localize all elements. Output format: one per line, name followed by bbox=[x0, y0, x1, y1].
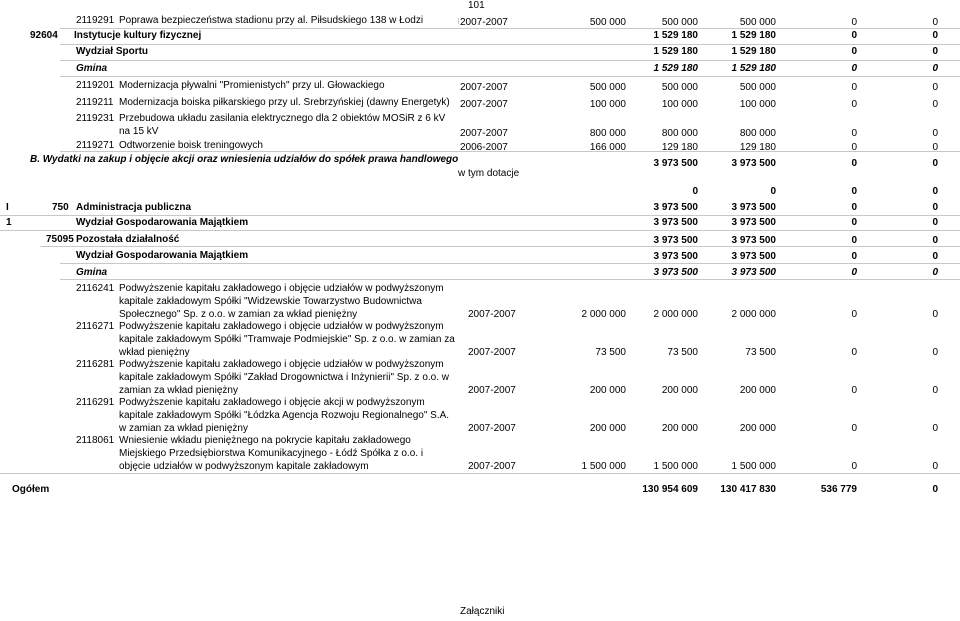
row-separator bbox=[60, 44, 960, 45]
row-value-c1: 200 000 bbox=[589, 385, 626, 396]
row-value-c1: 500 000 bbox=[589, 17, 626, 28]
row-level: I bbox=[6, 202, 9, 213]
row-value-c5: 0 bbox=[932, 251, 938, 262]
row-description: Podwyższenie kapitału zakładowego i objęcie udziałów w podwyższonym bbox=[119, 283, 444, 294]
row-value-c3: 200 000 bbox=[739, 423, 776, 434]
row-value-c4: 0 bbox=[851, 186, 857, 197]
row-value-c4: 0 bbox=[851, 217, 857, 228]
row-description: Administracja publiczna bbox=[76, 202, 192, 213]
row-value-c2: 500 000 bbox=[661, 82, 698, 93]
row-period: 2007-2007 bbox=[468, 423, 516, 434]
row-code: 2118061 bbox=[76, 435, 115, 446]
row-code: 92604 bbox=[30, 30, 58, 41]
row-code: 2119211 bbox=[76, 97, 114, 108]
row-value-c3: 500 000 bbox=[739, 82, 776, 93]
row-value-c3: 1 529 180 bbox=[731, 46, 776, 57]
page-footer: Załączniki bbox=[460, 606, 505, 617]
row-value-c4: 0 bbox=[851, 423, 857, 434]
row-value-c1: 1 500 000 bbox=[581, 461, 626, 472]
row-description: na 15 kV bbox=[119, 126, 159, 137]
row-value-c3: 3 973 500 bbox=[731, 217, 776, 228]
row-level: 1 bbox=[6, 217, 12, 228]
row-value-c4: 0 bbox=[851, 99, 857, 110]
row-description: kapitale zakładowym Spółki "Widzewskie Towarzystwo Budownictwa bbox=[119, 296, 422, 307]
row-value-c4: 0 bbox=[851, 202, 857, 213]
row-value-c4: 0 bbox=[851, 82, 857, 93]
row-value-c4: 0 bbox=[851, 128, 857, 139]
row-value-c5: 0 bbox=[932, 30, 938, 41]
row-value-c3: 0 bbox=[770, 186, 776, 197]
row-value-c4: 0 bbox=[851, 251, 857, 262]
row-value-c2: 0 bbox=[692, 186, 698, 197]
row-value-c4: 0 bbox=[851, 63, 857, 74]
row-value-c5: 0 bbox=[932, 423, 938, 434]
row-value-c3: 129 180 bbox=[739, 142, 776, 153]
row-period: 2007-2007 bbox=[460, 17, 508, 28]
row-code: 2116281 bbox=[76, 359, 115, 370]
row-value-c3: 800 000 bbox=[739, 128, 776, 139]
row-description: Podwyższenie kapitału zakładowego i objęcie udziałów w podwyższonym bbox=[119, 359, 444, 370]
row-value-c5: 0 bbox=[932, 217, 938, 228]
row-value-c3: 100 000 bbox=[739, 99, 776, 110]
row-period: 2007-2007 bbox=[460, 82, 508, 93]
row-value-c2: 3 973 500 bbox=[653, 235, 698, 246]
row-separator bbox=[0, 230, 960, 231]
row-description: Poprawa bezpieczeństwa stadionu przy al. Piłsudskiego 138 w Łodzi bbox=[119, 15, 424, 26]
section-heading: B. Wydatki na zakup i objęcie akcji oraz wniesienia udziałów do spółek prawa handlowego bbox=[30, 154, 459, 165]
row-value-c4: 0 bbox=[851, 267, 857, 278]
row-description: Modernizacja boiska piłkarskiego przy ul. Srebrzyńskiej (dawny Energetyk) bbox=[119, 97, 450, 108]
row-value-c5: 0 bbox=[932, 158, 938, 169]
row-value-c2: 200 000 bbox=[661, 385, 698, 396]
row-value-c5: 0 bbox=[932, 63, 938, 74]
row-value-c3: 73 500 bbox=[745, 347, 776, 358]
row-value-c2: 1 529 180 bbox=[653, 46, 698, 57]
row-value-c3: 1 500 000 bbox=[731, 461, 776, 472]
row-value-c2: 3 973 500 bbox=[653, 158, 698, 169]
row-description: Wydział Gospodarowania Majątkiem bbox=[76, 217, 249, 228]
row-description: Pozostała działalność bbox=[76, 234, 180, 245]
row-value-c2: 3 973 500 bbox=[653, 217, 698, 228]
row-value-c2: 3 973 500 bbox=[653, 202, 698, 213]
row-value-c3: 200 000 bbox=[739, 385, 776, 396]
grand-total-c4: 536 779 bbox=[820, 484, 857, 495]
row-period: 2006-2007 bbox=[460, 142, 508, 153]
row-value-c3: 3 973 500 bbox=[731, 235, 776, 246]
row-value-c1: 500 000 bbox=[589, 82, 626, 93]
row-code: 2119231 bbox=[76, 113, 115, 124]
row-value-c3: 3 973 500 bbox=[731, 267, 776, 278]
row-value-c5: 0 bbox=[932, 17, 938, 28]
row-description: w tym dotacje bbox=[458, 168, 520, 179]
page-number: 101 bbox=[468, 0, 485, 11]
row-description: Modernizacja pływalni "Promienistych" przy ul. Głowackiego bbox=[119, 80, 385, 91]
row-value-c4: 0 bbox=[851, 461, 857, 472]
row-period: 2007-2007 bbox=[468, 309, 516, 320]
row-value-c5: 0 bbox=[932, 99, 938, 110]
row-value-c4: 0 bbox=[851, 385, 857, 396]
row-value-c5: 0 bbox=[932, 385, 938, 396]
row-value-c2: 100 000 bbox=[661, 99, 698, 110]
row-description: zamian za wkład pieniężny bbox=[119, 385, 238, 396]
row-value-c3: 3 973 500 bbox=[731, 202, 776, 213]
row-value-c5: 0 bbox=[932, 82, 938, 93]
row-value-c1: 200 000 bbox=[589, 423, 626, 434]
row-code: 2116291 bbox=[76, 397, 115, 408]
grand-total-label: Ogółem bbox=[12, 484, 50, 495]
row-description: Gmina bbox=[76, 63, 108, 74]
row-value-c3: 3 973 500 bbox=[731, 158, 776, 169]
row-description: Podwyższenie kapitału zakładowego i objęcie akcji w podwyższonym bbox=[119, 397, 425, 408]
row-description: Miejskiego Przedsiębiorstwa Komunikacyjnego - Łódź Spółka z o.o. i bbox=[119, 448, 424, 459]
row-value-c5: 0 bbox=[932, 142, 938, 153]
row-value-c2: 2 000 000 bbox=[653, 309, 698, 320]
row-value-c3: 1 529 180 bbox=[731, 63, 776, 74]
row-code: 2119291 bbox=[76, 15, 115, 26]
row-code: 2116271 bbox=[76, 321, 115, 332]
row-code: 75095 bbox=[46, 234, 74, 245]
grand-total-c5: 0 bbox=[932, 484, 938, 495]
row-value-c1: 800 000 bbox=[589, 128, 626, 139]
row-separator bbox=[60, 60, 960, 61]
row-value-c5: 0 bbox=[932, 235, 938, 246]
row-code: 2119271 bbox=[76, 140, 115, 151]
row-value-c5: 0 bbox=[932, 128, 938, 139]
row-value-c2: 1 500 000 bbox=[653, 461, 698, 472]
row-value-c3: 1 529 180 bbox=[731, 30, 776, 41]
row-value-c2: 73 500 bbox=[667, 347, 698, 358]
row-period: 2007-2007 bbox=[468, 461, 516, 472]
row-description: Przebudowa układu zasilania elektrycznego dla 2 obiektów MOSiR z 6 kV bbox=[119, 113, 446, 124]
row-value-c4: 0 bbox=[851, 30, 857, 41]
row-description: wkład pieniężny bbox=[119, 347, 190, 358]
row-code: 2119201 bbox=[76, 80, 115, 91]
row-code: 2116241 bbox=[76, 283, 115, 294]
row-value-c2: 800 000 bbox=[661, 128, 698, 139]
row-description: Odtworzenie boisk treningowych bbox=[119, 140, 263, 151]
row-value-c4: 0 bbox=[851, 158, 857, 169]
row-description: Podwyższenie kapitału zakładowego i objęcie udziałów w podwyższonym bbox=[119, 321, 444, 332]
row-value-c2: 200 000 bbox=[661, 423, 698, 434]
row-value-c2: 1 529 180 bbox=[653, 30, 698, 41]
row-description: Wydział Sportu bbox=[76, 46, 149, 57]
row-period: 2007-2007 bbox=[460, 99, 508, 110]
row-separator bbox=[60, 76, 960, 77]
row-description: Gmina bbox=[76, 267, 108, 278]
row-value-c1: 166 000 bbox=[589, 142, 626, 153]
grand-total-c3: 130 417 830 bbox=[720, 484, 776, 495]
row-value-c5: 0 bbox=[932, 347, 938, 358]
row-value-c4: 0 bbox=[851, 309, 857, 320]
row-value-c2: 500 000 bbox=[661, 17, 698, 28]
row-value-c4: 0 bbox=[851, 17, 857, 28]
row-description: Społecznego" Sp. z o.o. w zamian za wkład pieniężny bbox=[119, 309, 358, 320]
column-separator bbox=[458, 18, 459, 24]
row-description: kapitale zakładowym Spółki "Łódzka Agencja Rozwoju Regionalnego" S.A. bbox=[119, 410, 450, 421]
row-period: 2007-2007 bbox=[468, 347, 516, 358]
row-period: 2007-2007 bbox=[460, 128, 508, 139]
row-separator bbox=[60, 263, 960, 264]
row-value-c4: 0 bbox=[851, 347, 857, 358]
row-description: Wydział Gospodarowania Majątkiem bbox=[76, 250, 249, 261]
row-value-c1: 73 500 bbox=[595, 347, 626, 358]
row-separator bbox=[60, 279, 960, 280]
row-value-c3: 500 000 bbox=[739, 17, 776, 28]
row-code: 750 bbox=[52, 202, 69, 213]
row-value-c4: 0 bbox=[851, 46, 857, 57]
row-value-c5: 0 bbox=[932, 461, 938, 472]
row-description: kapitale zakładowym Spółki "Tramwaje Podmiejskie" Sp. z o.o. w zamian za bbox=[119, 334, 455, 345]
row-value-c2: 1 529 180 bbox=[653, 63, 698, 74]
row-value-c1: 2 000 000 bbox=[581, 309, 626, 320]
row-value-c4: 0 bbox=[851, 142, 857, 153]
row-description: w zamian za wkład pieniężny bbox=[119, 423, 248, 434]
row-description: objęcie udziałów w podwyższonym kapitale zakładowym bbox=[119, 461, 369, 472]
row-value-c5: 0 bbox=[932, 267, 938, 278]
row-value-c5: 0 bbox=[932, 202, 938, 213]
row-value-c3: 2 000 000 bbox=[731, 309, 776, 320]
row-value-c5: 0 bbox=[932, 309, 938, 320]
row-separator bbox=[0, 473, 960, 474]
row-value-c2: 3 973 500 bbox=[653, 267, 698, 278]
row-value-c2: 3 973 500 bbox=[653, 251, 698, 262]
row-description: kapitale zakładowym Spółki "Zakład Drogownictwa i Inżynierii" Sp. z o.o. w bbox=[119, 372, 450, 383]
row-value-c5: 0 bbox=[932, 186, 938, 197]
row-description: Wniesienie wkładu pieniężnego na pokrycie kapitału zakładowego bbox=[119, 435, 411, 446]
row-value-c1: 100 000 bbox=[589, 99, 626, 110]
row-value-c2: 129 180 bbox=[661, 142, 698, 153]
row-description: Instytucje kultury fizycznej bbox=[74, 30, 202, 41]
row-value-c5: 0 bbox=[932, 46, 938, 57]
row-value-c3: 3 973 500 bbox=[731, 251, 776, 262]
row-separator bbox=[0, 215, 960, 216]
row-period: 2007-2007 bbox=[468, 385, 516, 396]
row-value-c4: 0 bbox=[851, 235, 857, 246]
grand-total-c2: 130 954 609 bbox=[642, 484, 698, 495]
